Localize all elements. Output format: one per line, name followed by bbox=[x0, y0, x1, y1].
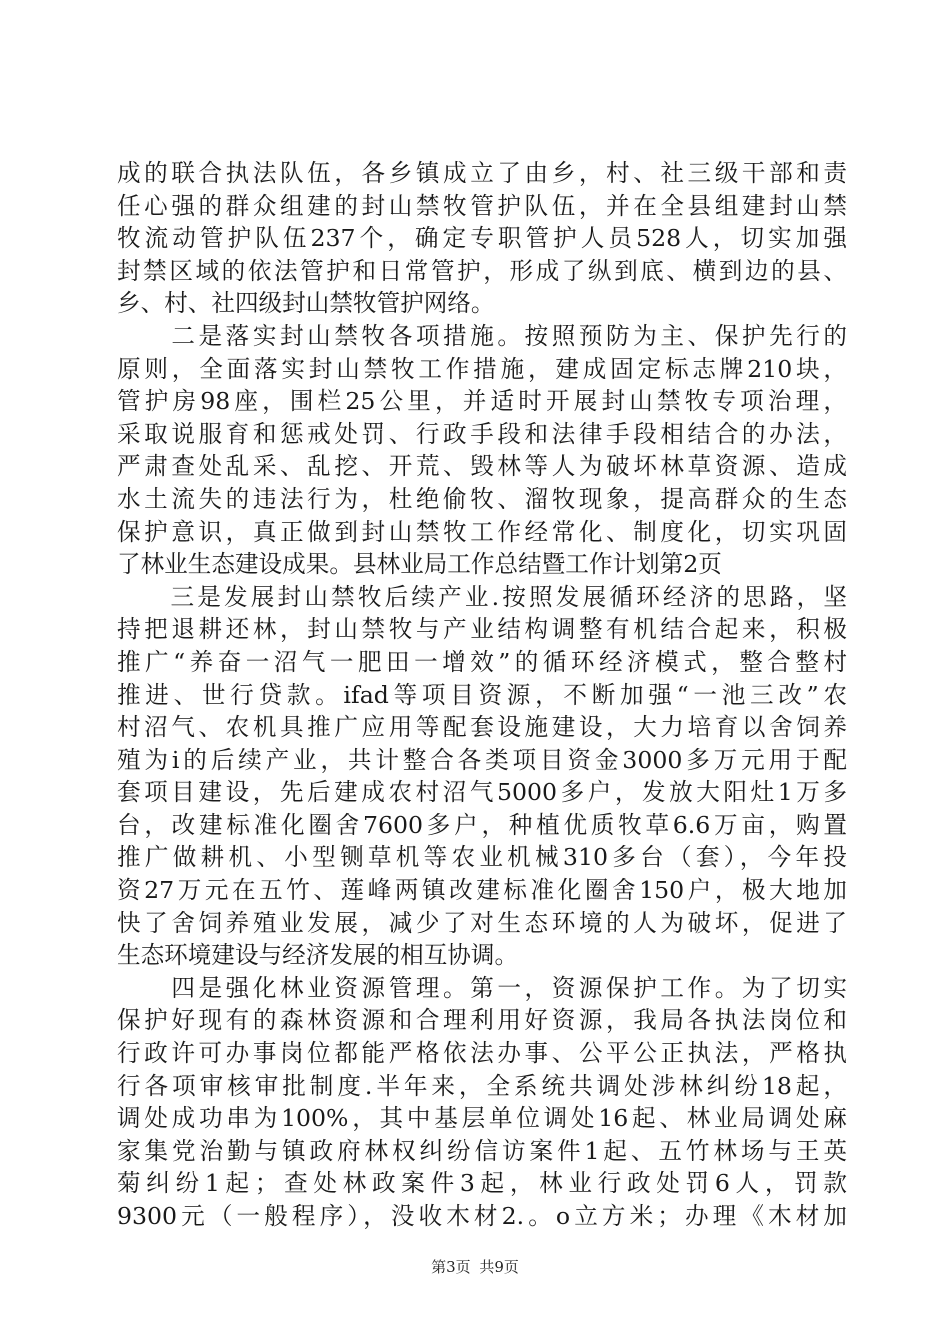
text-line: 推进、世行贷款。ifad等项目资源，不断加强“一池三改”农 bbox=[117, 680, 847, 709]
text-line: 家集党治勤与镇政府林权纠纷信访案件1起、五竹林场与王英 bbox=[117, 1136, 847, 1165]
text-line: 推广做耕机、小型铡草机等农业机械310多台（套），今年投 bbox=[117, 843, 847, 872]
text-line: 二是落实封山禁牧各项措施。按照预防为主、保护先行的 bbox=[117, 321, 847, 350]
text-line: 水土流失的违法行为，杜绝偷牧、溜牧现象，提高群众的生态 bbox=[117, 484, 847, 513]
text-line: 持把退耕还林，封山禁牧与产业结构调整有机结合起来，积极 bbox=[117, 615, 847, 644]
text-line: 四是强化林业资源管理。第一，资源保护工作。为了切实 bbox=[117, 973, 847, 1002]
text-line: 封禁区域的依法管护和日常管护，形成了纵到底、横到边的县、 bbox=[117, 256, 847, 285]
text-line: 调处成功串为100%，其中基层单位调处16起、林业局调处麻 bbox=[117, 1104, 847, 1133]
text-line: 成的联合执法队伍，各乡镇成立了由乡，村、社三级干部和责 bbox=[117, 159, 847, 187]
page-number: 第3页 bbox=[431, 1258, 471, 1276]
text-line: 快了舍饲养殖业发展，减少了对生态环境的人为破坏，促进了 bbox=[117, 908, 847, 937]
text-line: 殖为i的后续产业，共计整合各类项目资金3000多万元用于配 bbox=[117, 745, 847, 774]
text-line: 乡、村、社四级封山禁牧管护网络。 bbox=[117, 289, 495, 318]
text-line: 牧流动管护队伍237个，确定专职管护人员528人，切实加强 bbox=[117, 224, 847, 253]
text-line: 保护好现有的森林资源和合理利用好资源，我局各执法岗位和 bbox=[117, 1006, 847, 1035]
text-line: 行各项审核审批制度.半年来，全系统共调处涉林纠纷18起， bbox=[117, 1071, 847, 1100]
page-total: 共9页 bbox=[479, 1258, 519, 1276]
text-line: 推广“养奋一沼气一肥田一增效”的循环经济模式，整合整村 bbox=[117, 647, 847, 676]
text-line: 采取说服育和惩戒处罚、行政手段和法律手段相结合的办法， bbox=[117, 419, 847, 448]
text-line: 管护房98座，围栏25公里，并适时开展封山禁牧专项治理， bbox=[117, 387, 847, 416]
text-line: 生态环境建设与经济发展的相互协调。 bbox=[117, 941, 519, 970]
text-line: 台，改建标准化圈舍7600多户，种植优质牧草6.6万亩，购置 bbox=[117, 810, 847, 839]
text-line: 行政许可办事岗位都能严格依法办事、公平公正执法，严格执 bbox=[117, 1039, 847, 1068]
text-line: 保护意识，真正做到封山禁牧工作经常化、制度化，切实巩固 bbox=[117, 517, 847, 546]
text-line: 9300元（一般程序），没收木材2.。o立方米；办理《木材加 bbox=[117, 1202, 847, 1230]
text-line: 任心强的群众组建的封山禁牧管护队伍，并在全县组建封山禁 bbox=[117, 191, 847, 220]
text-line: 三是发展封山禁牧后续产业.按照发展循环经济的思路，坚 bbox=[117, 582, 847, 611]
text-line: 资27万元在五竹、莲峰两镇改建标准化圈舍150户，极大地加 bbox=[117, 876, 847, 905]
text-line: 菊纠纷1起；查处林政案件3起，林业行政处罚6人，罚款 bbox=[117, 1169, 847, 1198]
page-footer bbox=[0, 1256, 950, 1277]
text-line: 了林业生态建设成果。县林业局工作总结暨工作计划第2页 bbox=[117, 550, 722, 579]
text-line: 村沼气、农机具推广应用等配套设施建设，大力培育以舍饲养 bbox=[117, 713, 847, 742]
text-line: 原则，全面落实封山禁牧工作措施，建成固定标志牌210块， bbox=[117, 354, 847, 383]
text-line: 套项目建设，先后建成农村沼气5000多户，发放大阳灶1万多 bbox=[117, 778, 847, 807]
text-line: 严肃查处乱采、乱挖、开荒、毁林等人为破坏林草资源、造成 bbox=[117, 452, 847, 481]
document-body bbox=[117, 157, 847, 1233]
